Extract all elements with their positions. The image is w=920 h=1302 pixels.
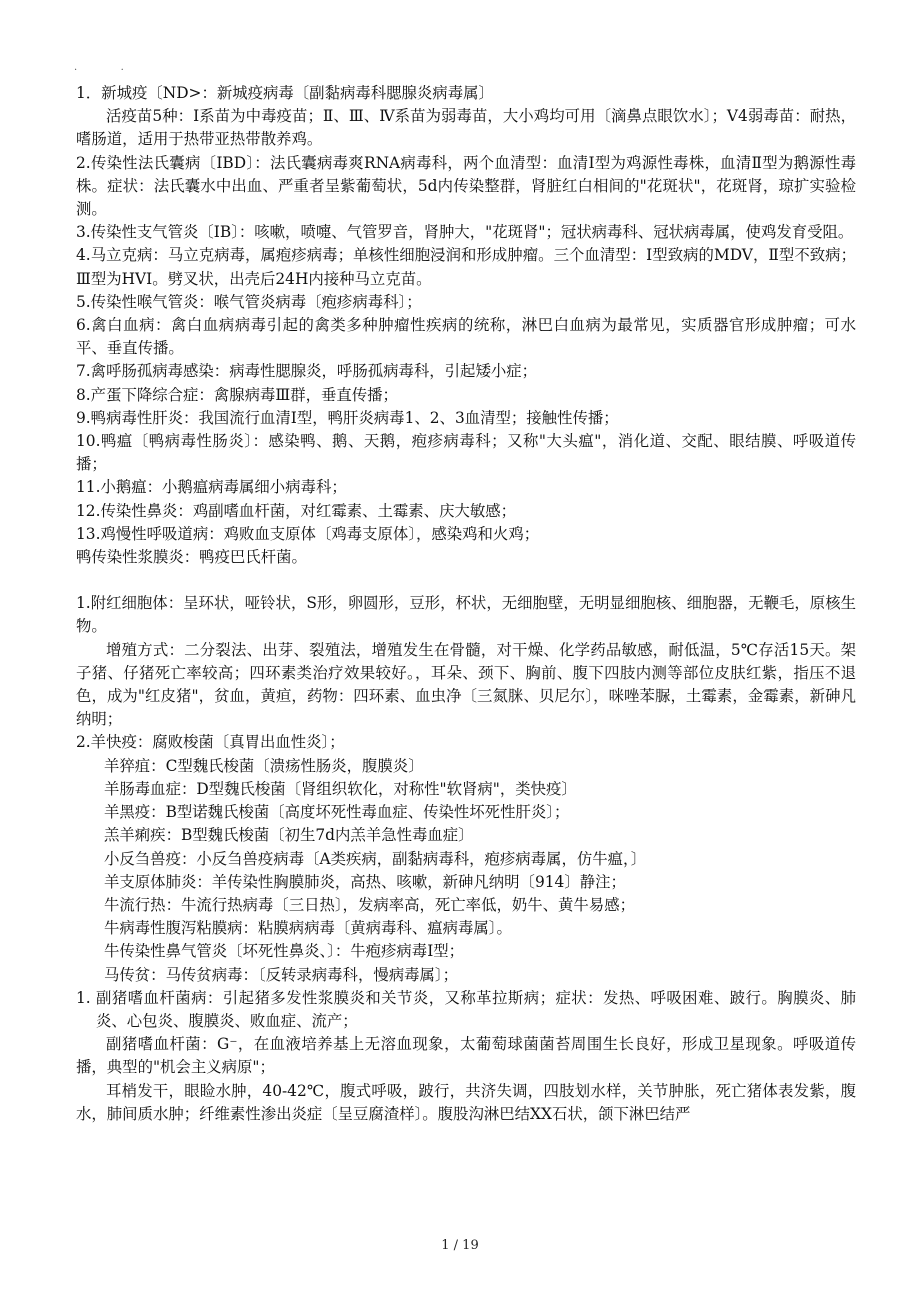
paragraph: 牛病毒性腹泻粘膜病：粘膜病病毒〔黄病毒科、瘟病毒属〕。 <box>104 919 512 938</box>
paragraph: 羔羊痢疾：B型魏氏梭菌〔初生7d内羔羊急性毒血症〕 <box>104 826 474 845</box>
document-body <box>76 82 856 1126</box>
paragraph: 9.鸭病毒性肝炎：我国流行血清Ⅰ型，鸭肝炎病毒1、2、3血清型；接触性传播； <box>76 408 619 427</box>
paragraph: 耳梢发干，眼睑水肿，40-42℃，腹式呼吸，跛行，共济失调，四肢划水样，关节肿胀，死亡猪体表发紫，腹水，肺间质水肿；纤维素性渗出炎症〔呈豆腐渣样〕。腹股沟淋巴结XX石状，颌下淋巴结严 <box>76 1081 856 1123</box>
paragraph: 1. 副猪嗜血杆菌病：引起猪多发性浆膜炎和关节炎，又称革拉斯病；症状：发热、呼吸困难、跛行。胸膜炎、肺炎、心包炎、腹膜炎、败血症、流产； <box>76 988 856 1030</box>
page-number: 1 / 19 <box>441 1238 479 1253</box>
paragraph: 羊猝疽：C型魏氏梭菌〔溃疡性肠炎，腹膜炎〕 <box>104 756 424 775</box>
paragraph: 增殖方式：二分裂法、出芽、裂殖法，增殖发生在骨髓，对干燥、化学药品敏感，耐低温，5℃存活15天。架子猪、仔猪死亡率较高；四环素类治疗效果较好。，耳朵、颈下、胸前、腹下四肢内测等部位皮肤红紫，指压不退色，成为"红皮猪"，贫血，黄疸，药物：四环素、血虫净〔三氮脒、贝尼尔〕，咪唑苯脲，土霉素，金霉素，新砷凡纳明； <box>76 640 856 729</box>
paragraph: 10.鸭瘟〔鸭病毒性肠炎〕：感染鸭、鹅、天鹅，疱疹病毒科；又称"大头瘟"，消化道、交配、眼结膜、呼吸道传播； <box>76 432 856 474</box>
paragraph: 4.马立克病：马立克病毒，属疱疹病毒；单核性细胞浸润和形成肿瘤。三个血清型：Ⅰ型致病的MDV，Ⅱ型不致病；Ⅲ型为HVI。劈叉状，出壳后24H内接种马立克苗。 <box>76 246 856 288</box>
paragraph: 小反刍兽疫：小反刍兽疫病毒〔A类疾病，副黏病毒科，疱疹病毒属，仿牛瘟，〕 <box>104 849 647 868</box>
paragraph: 牛流行热：牛流行热病毒〔三日热〕，发病率高，死亡率低，奶牛、黄牛易感； <box>104 895 635 914</box>
header-marks: . . <box>74 62 126 73</box>
paragraph: 3.传染性支气管炎〔IB〕：咳嗽，喷嚏、气管罗音，肾肿大，"花斑肾"；冠状病毒科、冠状病毒属，使鸡发育受阻。 <box>76 223 854 242</box>
paragraph: 8.产蛋下降综合症：禽腺病毒Ⅲ群，垂直传播； <box>76 385 398 404</box>
paragraph: 1．新城疫〔ND>：新城疫病毒〔副黏病毒科腮腺炎病毒属〕 <box>76 84 494 102</box>
paragraph: 羊肠毒血症：D型魏氏梭菌〔肾组织软化，对称性"软肾病"，类快疫〕 <box>104 779 577 798</box>
paragraph: 6.禽白血病：禽白血病病毒引起的禽类多种肿瘤性疾病的统称，淋巴白血病为最常见，实质器官形成肿瘤；可水平、垂直传播。 <box>76 316 856 358</box>
section-other-diseases <box>76 592 856 1126</box>
paragraph: 11.小鹅瘟：小鹅瘟病毒属细小病毒科； <box>76 478 347 497</box>
paragraph: 活疫苗5种：Ⅰ系苗为中毒疫苗；Ⅱ、Ⅲ、Ⅳ系苗为弱毒苗，大小鸡均可用〔滴鼻点眼饮水〕；V4弱毒苗：耐热，嗜肠道，适用于热带亚热带散养鸡。 <box>76 107 856 149</box>
paragraph: 13.鸡慢性呼吸道病：鸡败血支原体〔鸡毒支原体〕，感染鸡和火鸡； <box>76 524 540 543</box>
paragraph: 1.附红细胞体：呈环状，哑铃状，S形，卵圆形，豆形，杯状，无细胞壁，无明显细胞核、细胞器，无鞭毛，原核生物。 <box>76 594 856 636</box>
paragraph: 12.传染性鼻炎：鸡副嗜血杆菌，对红霉素、土霉素、庆大敏感； <box>76 501 517 520</box>
paragraph: 5.传染性喉气管炎：喉气管炎病毒〔疱疹病毒科〕； <box>76 292 422 311</box>
paragraph: 羊黑疫：B型诺魏氏梭菌〔高度坏死性毒血症、传染性坏死性肝炎〕； <box>104 803 570 822</box>
paragraph: 副猪嗜血杆菌：G⁻，在血液培养基上无溶血现象，太葡萄球菌菌苔周围生长良好，形成卫星现象。呼吸道传播，典型的"机会主义病原"； <box>76 1035 856 1077</box>
section-poultry-diseases <box>76 82 856 569</box>
paragraph: 2.传染性法氏囊病〔IBD〕：法氏囊病毒爽RNA病毒科，两个血清型：血清Ⅰ型为鸡源性毒株，血清Ⅱ型为鹅源性毒株。症状：法氏囊水中出血、严重者呈紫葡萄状，5d内传染整群，肾脏红白相间的"花斑状"，花斑肾，琼扩实验检测。 <box>76 153 856 219</box>
paragraph: 牛传染性鼻气管炎〔坏死性鼻炎、〕：牛疱疹病毒Ⅰ型； <box>104 942 465 961</box>
paragraph: 鸭传染性浆膜炎：鸭疫巴氏杆菌。 <box>76 548 307 567</box>
section-spacer <box>76 569 856 592</box>
paragraph: 羊支原体肺炎：羊传染性胸膜肺炎，高热、咳嗽，新砷凡纳明〔914〕静注； <box>104 872 626 891</box>
paragraph: 2.羊快疫：腐败梭菌〔真胃出血性炎〕； <box>76 733 345 752</box>
paragraph: 马传贫：马传贫病毒：〔反转录病毒科，慢病毒属〕； <box>104 965 458 984</box>
paragraph: 7.禽呼肠孤病毒感染：病毒性腮腺炎，呼肠孤病毒科，引起矮小症； <box>76 362 538 381</box>
